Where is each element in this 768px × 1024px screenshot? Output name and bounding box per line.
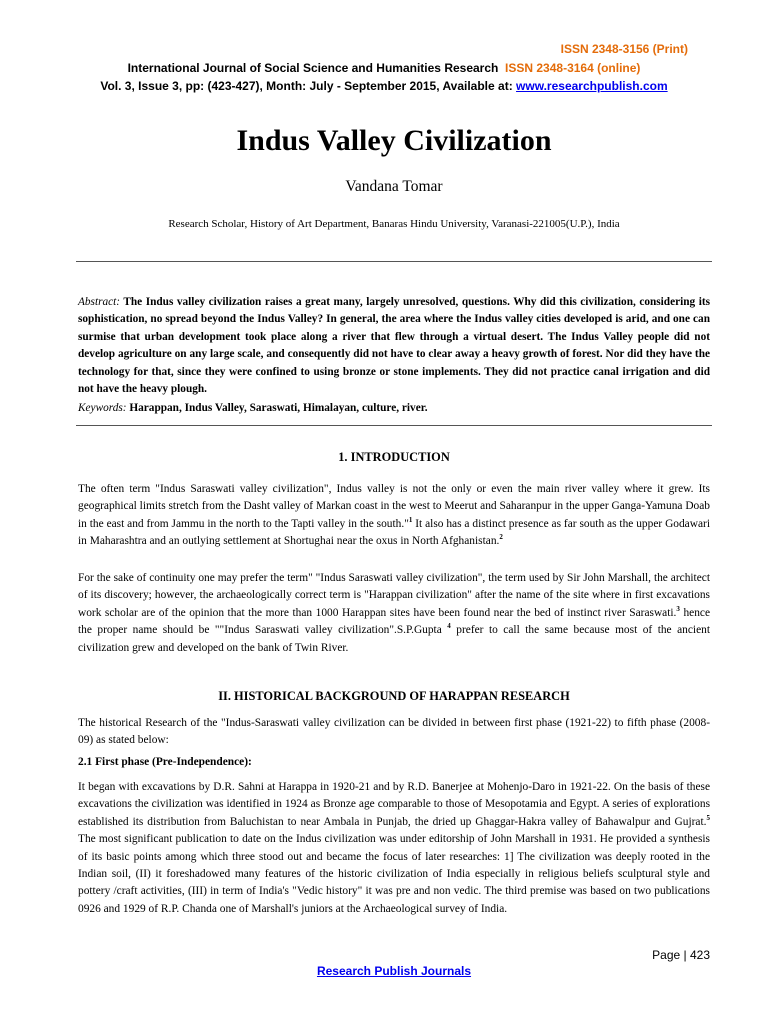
intro-p2-text-a: For the sake of continuity one may prefer the term" "Indus Saraswati valley civilization", the term used by Sir John Marshall, the architect of its discovery; however, the archaeologically correct term is "Harappan civilization" after the name of the site where in first excavations work scholar are of the opinion that the more than 1000 Harappan sites have been found near the bed of instinct river Saraswati. — [78, 572, 710, 619]
publisher-link[interactable]: Research Publish Journals — [316, 964, 472, 978]
footnote-ref-5: 5 — [706, 814, 710, 823]
abstract-text: The Indus valley civilization raises a great many, largely unresolved, questions. Why did this civilization, considering its sophistication, no spread beyond the Indus Valley? In general, the area where the Indus valley cities developed is arid, and one can surmise that urban development took place along a river that flew through a virtual desert. The Indus Valley people did not develop agriculture on any large scale, and consequently did not have to clear away a heavy growth of forest. Nor did they have the technology for that, since they were confined to using bronze or stone implements. They did not practice canal irrigation and did not have the heavy plough. — [78, 296, 710, 396]
section-heading-historical-background: II. HISTORICAL BACKGROUND OF HARAPPAN RESEARCH — [218, 689, 570, 703]
volume-info: Vol. 3, Issue 3, pp: (423-427), Month: July - September 2015, Available at: — [100, 79, 517, 93]
footnote-ref-3: 3 — [676, 605, 680, 614]
issn-online: ISSN 2348-3164 (online) — [505, 61, 641, 75]
intro-paragraph-1 — [78, 481, 710, 551]
article-title: Indus Valley Civilization — [236, 124, 552, 157]
abstract — [78, 294, 710, 398]
website-link[interactable]: www.researchpublish.com — [516, 79, 668, 93]
intro-p1-text-b: It also has a distinct presence as far south as the upper Godawari in Maharashtra and an outlying settlement at Shortughai near the oxus in North Afghanistan. — [78, 517, 710, 548]
footnote-ref-1: 1 — [408, 516, 413, 525]
divider-bottom — [76, 425, 712, 426]
keywords — [78, 402, 710, 414]
author-affiliation: Research Scholar, History of Art Department, Banaras Hindu University, Varanasi-221005(U.P.), India — [168, 218, 620, 230]
first-phase-text-a: It began with excavations by D.R. Sahni at Harappa in 1920-21 and by R.D. Banerjee at Mohenjo-Daro in 1921-22. On the basis of these excavations the civilization was identified in 1924 as Bronze age comparable to those of Mesopotamia and Egypt. A series of explorations established its distribution from Baluchistan to near Ambala in Punjab, the dried up Ghaggar-Hakra valley of Bahawalpur and Gujrat. — [78, 781, 710, 828]
first-phase-text-b: The most significant publication to date on the Indus civilization was under editorship of John Marshall in 1931. He provided a synthesis of its basic points among which three stood out and became the focus of later researches: 1] The civilization was deeply rooted in the Indian soil, (II) it foreshadowed many features of the historic civilization of India especially in religious beliefs sculptural style and pottery /craft activities, (III) in term of India's "Vedic history" it was pre and non vedic. The third premise was based on two publications 0926 and 1929 of R.P. Chanda one of Marshall's juniors at the Archaeological survey of India. — [78, 833, 710, 915]
abstract-label: Abstract: — [78, 296, 121, 308]
issn-print: ISSN 2348-3156 (Print) — [560, 42, 688, 56]
divider-top — [76, 261, 712, 262]
intro-p1-text-a: The often term "Indus Saraswati valley civilization", Indus valley is not the only or even the main river valley where it grew. Its geographical limits stretch from the Dasht valley of Markan coast in the west to Meerut and Saharanpur in the upper Ganga-Yamuna Doab in the east and from Jammu in the north to the Tapti valley in the south." — [78, 483, 710, 530]
subsection-heading-first-phase: 2.1 First phase (Pre-Independence): — [78, 756, 252, 768]
historical-paragraph: The historical Research of the "Indus-Saraswati valley civilization can be divided in between first phase (1921-22) to fifth phase (2008-09) as stated below: — [78, 717, 710, 747]
page-number: Page | 423 — [652, 948, 710, 962]
intro-p2-text-b: hence the proper name should be ""Indus Saraswati valley civilization".S.P.Gupta — [78, 606, 711, 637]
volume-line — [0, 79, 768, 93]
intro-paragraph-2 — [78, 570, 710, 657]
section-heading-introduction: 1. INTRODUCTION — [338, 450, 450, 464]
journal-name: International Journal of Social Science and Humanities Research — [127, 61, 499, 75]
article-author: Vandana Tomar — [345, 178, 443, 195]
journal-title-line — [0, 61, 768, 75]
keywords-label: Keywords: — [78, 402, 127, 414]
footnote-ref-4: 4 — [447, 622, 451, 631]
footnote-ref-2: 2 — [499, 533, 503, 542]
keywords-text: Harappan, Indus Valley, Saraswati, Himalayan, culture, river. — [129, 402, 428, 414]
intro-p2-text-c: prefer to call the same because most of the ancient civilization grew and developed on the bank of Twin River. — [78, 624, 710, 654]
first-phase-paragraph — [78, 779, 710, 918]
